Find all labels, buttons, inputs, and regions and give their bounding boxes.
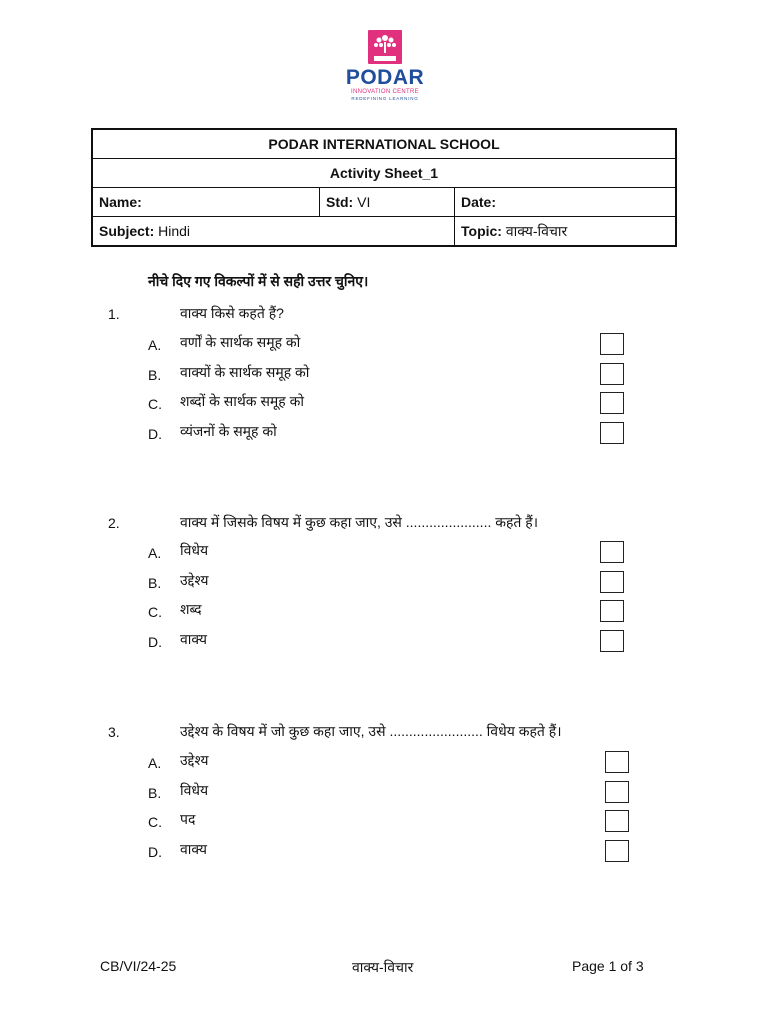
option-letter: D. [148, 426, 162, 442]
option-text: विधेय [180, 542, 209, 558]
answer-checkbox[interactable] [605, 840, 629, 862]
answer-checkbox[interactable] [600, 333, 624, 355]
option-1b [0, 363, 768, 387]
option-3a [0, 751, 768, 775]
footer-page-number: Page 1 of 3 [572, 958, 644, 974]
logo-name: PODAR [345, 66, 425, 89]
option-letter: D. [148, 634, 162, 650]
sheet-title: Activity Sheet_1 [92, 159, 676, 188]
answer-checkbox[interactable] [600, 422, 624, 444]
option-1c [0, 392, 768, 416]
option-2a [0, 541, 768, 565]
tree-logo-icon [368, 30, 402, 64]
question-number: 3. [108, 724, 120, 740]
std-label: Std: [326, 194, 354, 210]
subject-cell [92, 217, 455, 247]
option-letter: B. [148, 785, 162, 801]
school-name: PODAR INTERNATIONAL SCHOOL [92, 129, 676, 159]
option-text: उद्देश्य [180, 572, 209, 588]
option-3c [0, 810, 768, 834]
option-2d [0, 630, 768, 654]
option-text: वाक्यों के सार्थक समूह को [180, 364, 310, 380]
answer-checkbox[interactable] [600, 363, 624, 385]
question-text: उद्देश्य के विषय में जो कुछ कहा जाए, उसे ........................ विधेय कहते हैं। [180, 723, 562, 739]
logo-subtitle: INNOVATION CENTRE [351, 89, 419, 95]
name-label: Name: [99, 194, 142, 210]
answer-checkbox[interactable] [600, 600, 624, 622]
option-letter: A. [148, 755, 162, 771]
option-text: पद [180, 811, 196, 827]
footer-code: CB/VI/24-25 [100, 958, 177, 974]
option-text: व्यंजनों के समूह को [180, 423, 277, 439]
answer-checkbox[interactable] [600, 541, 624, 563]
option-letter: B. [148, 367, 162, 383]
answer-checkbox[interactable] [600, 392, 624, 414]
topic-value: वाक्य-विचार [505, 222, 568, 239]
answer-checkbox[interactable] [605, 781, 629, 803]
option-letter: A. [148, 337, 162, 353]
answer-checkbox[interactable] [605, 810, 629, 832]
subject-label: Subject: [99, 223, 155, 239]
date-label: Date: [461, 194, 497, 210]
answer-checkbox[interactable] [600, 630, 624, 652]
question-number: 1. [108, 306, 120, 322]
question-number: 2. [108, 515, 120, 531]
date-cell [455, 188, 677, 217]
option-text: विधेय [180, 782, 209, 798]
option-text: वाक्य [180, 631, 208, 647]
option-letter: C. [148, 814, 162, 830]
std-cell [320, 188, 455, 217]
subject-value: Hindi [158, 223, 191, 239]
option-2c [0, 600, 768, 624]
option-3b [0, 781, 768, 805]
option-1a [0, 333, 768, 357]
option-text: शब्दों के सार्थक समूह को [180, 393, 304, 409]
option-text: उद्देश्य [180, 752, 209, 768]
option-letter: C. [148, 396, 162, 412]
question-text: वाक्य किसे कहते हैं? [180, 305, 284, 321]
option-1d [0, 422, 768, 446]
footer-topic: वाक्य-विचार [352, 959, 414, 975]
topic-cell [455, 217, 677, 247]
option-letter: C. [148, 604, 162, 620]
std-value: VI [357, 194, 371, 210]
header-table [91, 128, 677, 247]
answer-checkbox[interactable] [600, 571, 624, 593]
option-letter: B. [148, 575, 162, 591]
topic-label: Topic: [461, 222, 502, 239]
option-text: शब्द [180, 601, 202, 617]
option-letter: D. [148, 844, 162, 860]
school-logo [338, 30, 432, 102]
instruction: नीचे दिए गए विकल्पों में से सही उत्तर चुनिए। [148, 273, 369, 289]
question-text: वाक्य में जिसके विषय में कुछ कहा जाए, उसे ...................... कहते हैं। [180, 514, 539, 530]
answer-checkbox[interactable] [605, 751, 629, 773]
option-text: वाक्य [180, 841, 208, 857]
option-letter: A. [148, 545, 162, 561]
option-2b [0, 571, 768, 595]
name-cell [92, 188, 320, 217]
option-text: वर्णों के सार्थक समूह को [180, 334, 301, 350]
logo-tagline: REDEFINING LEARNING [351, 96, 419, 101]
option-3d [0, 840, 768, 864]
